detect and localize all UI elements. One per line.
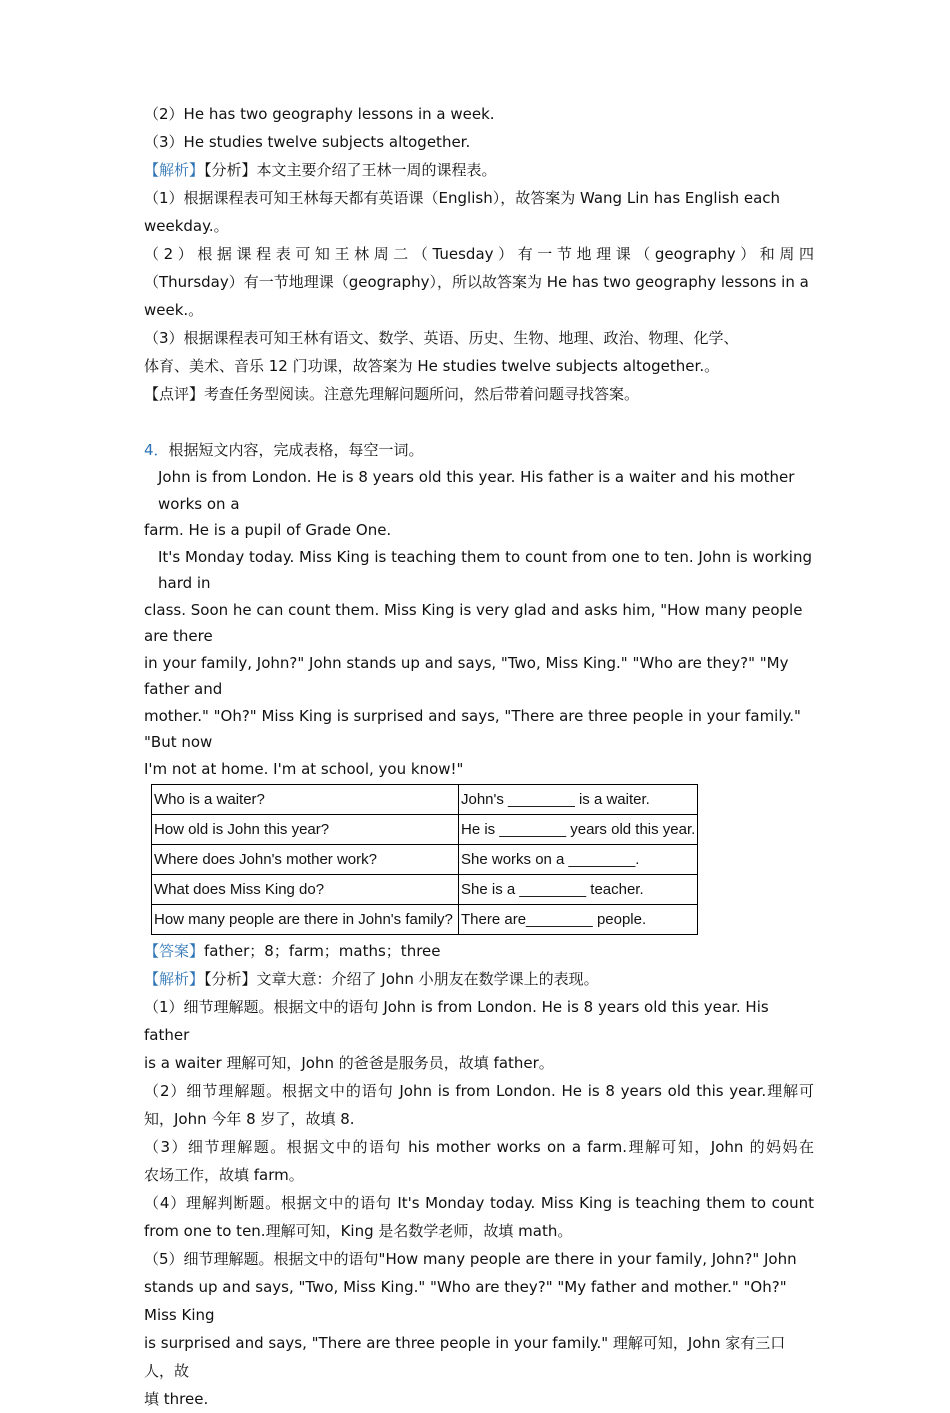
- table-question-cell: Where does John's mother work?: [152, 845, 459, 875]
- table-row: [152, 875, 698, 905]
- text-line: week.。: [144, 301, 204, 319]
- text-line: 体育、美术、音乐 12 门功课，故答案为 He studies twelve subjects altogether.。: [144, 357, 720, 375]
- table-answer-cell: There are________ people.: [459, 905, 698, 935]
- passage-line: mother." "Oh?" Miss King is surprised and says, "There are three people in your family." "But now: [144, 706, 801, 751]
- text-line: is a waiter 理解可知，John 的爸爸是服务员，故填 father。: [144, 1054, 554, 1072]
- analysis-line: [144, 156, 814, 184]
- text-line: is surprised and says, "There are three people in your family." 理解可知，John 家有三口人，故: [144, 1334, 786, 1380]
- table-question-cell: Who is a waiter?: [152, 785, 459, 815]
- analysis-text: 【分析】本文主要介绍了王林一周的课程表。: [204, 161, 497, 179]
- analysis-tag: 【解析】: [144, 970, 205, 988]
- table-row: [152, 785, 698, 815]
- analysis-tag: 【解析】: [144, 161, 205, 179]
- table-answer-cell: She is a ________ teacher.: [459, 875, 698, 905]
- table-question-cell: What does Miss King do?: [152, 875, 459, 905]
- table-row: [152, 815, 698, 845]
- spacer: [144, 408, 814, 436]
- text-line: （1）细节理解题。根据文中的语句 John is from London. He is 8 years old this year. His father: [144, 998, 774, 1044]
- passage-line: I'm not at home. I'm at school, you know!": [144, 759, 464, 778]
- answer-text: father；8；farm；maths；three: [204, 942, 441, 960]
- text-line: （2）He has two geography lessons in a week.: [144, 105, 495, 123]
- table-row: [152, 845, 698, 875]
- analysis-line: [144, 965, 814, 993]
- text-line: （3）根据课程表可知王林有语文、数学、英语、历史、生物、地理、政治、物理、化学、: [144, 329, 739, 347]
- document-page: [144, 100, 814, 1413]
- text-line: （5）细节理解题。根据文中的语句"How many people are there in your family, John?" John: [144, 1250, 797, 1268]
- text-line: 农场工作，故填 farm。: [144, 1166, 304, 1184]
- question-number: 4．: [144, 441, 169, 459]
- text-line: （3）细节理解题。根据文中的语句 his mother works on a farm.理解可知，John 的妈妈在: [144, 1138, 814, 1156]
- text-line: （3）He studies twelve subjects altogether.: [144, 133, 471, 151]
- question-heading: [144, 436, 814, 464]
- text-line: from one to ten.理解可知，King 是名数学老师，故填 math。: [144, 1222, 573, 1240]
- table-answer-cell: John's ________ is a waiter.: [459, 785, 698, 815]
- table-answer-cell: He is ________ years old this year.: [459, 815, 698, 845]
- table-question-cell: How many people are there in John's family?: [152, 905, 459, 935]
- text-line: weekday.。: [144, 217, 229, 235]
- text-line: （4）理解判断题。根据文中的语句 It's Monday today. Miss King is teaching them to count: [144, 1194, 814, 1212]
- text-line: 填 three.: [144, 1390, 209, 1408]
- answer-line: [144, 937, 814, 965]
- answer-tag: 【答案】: [144, 942, 205, 960]
- passage-line: It's Monday today. Miss King is teaching them to count from one to ten. John is working hard in: [158, 547, 812, 592]
- text-line: stands up and says, "Two, Miss King." "Who are they?" "My father and mother." "Oh?" Miss King: [144, 1278, 792, 1324]
- text-line: （2）细节理解题。根据文中的语句 John is from London. He is 8 years old this year.理解可: [144, 1082, 814, 1100]
- text-line: （2）根据课程表可知王林周二（Tuesday）有一节地理课（geography）和周四: [144, 245, 814, 263]
- passage-line: John is from London. He is 8 years old this year. His father is a waiter and his mother works on a: [158, 468, 795, 513]
- passage-line: in your family, John?" John stands up and says, "Two, Miss King." "Who are they?" "My father and: [144, 653, 789, 698]
- table-question-cell: How old is John this year?: [152, 815, 459, 845]
- text-line: （1）根据课程表可知王林每天都有英语课（English），故答案为 Wang Lin has English each: [144, 189, 781, 207]
- text-line: （Thursday）有一节地理课（geography），所以故答案为 He has two geography lessons in a: [144, 273, 809, 291]
- question-prompt: 根据短文内容，完成表格，每空一词。: [168, 441, 424, 459]
- analysis-text: 【分析】文章大意：介绍了 John 小朋友在数学课上的表现。: [204, 970, 599, 988]
- question-table: [151, 784, 698, 935]
- passage-line: class. Soon he can count them. Miss King is very glad and asks him, "How many people are there: [144, 600, 803, 645]
- passage-line: farm. He is a pupil of Grade One.: [144, 521, 392, 539]
- comment-line: 【点评】考查任务型阅读。注意先理解问题所问，然后带着问题寻找答案。: [144, 385, 640, 403]
- table-answer-cell: She works on a ________.: [459, 845, 698, 875]
- table-row: [152, 905, 698, 935]
- text-line: 知，John 今年 8 岁了，故填 8.: [144, 1110, 355, 1128]
